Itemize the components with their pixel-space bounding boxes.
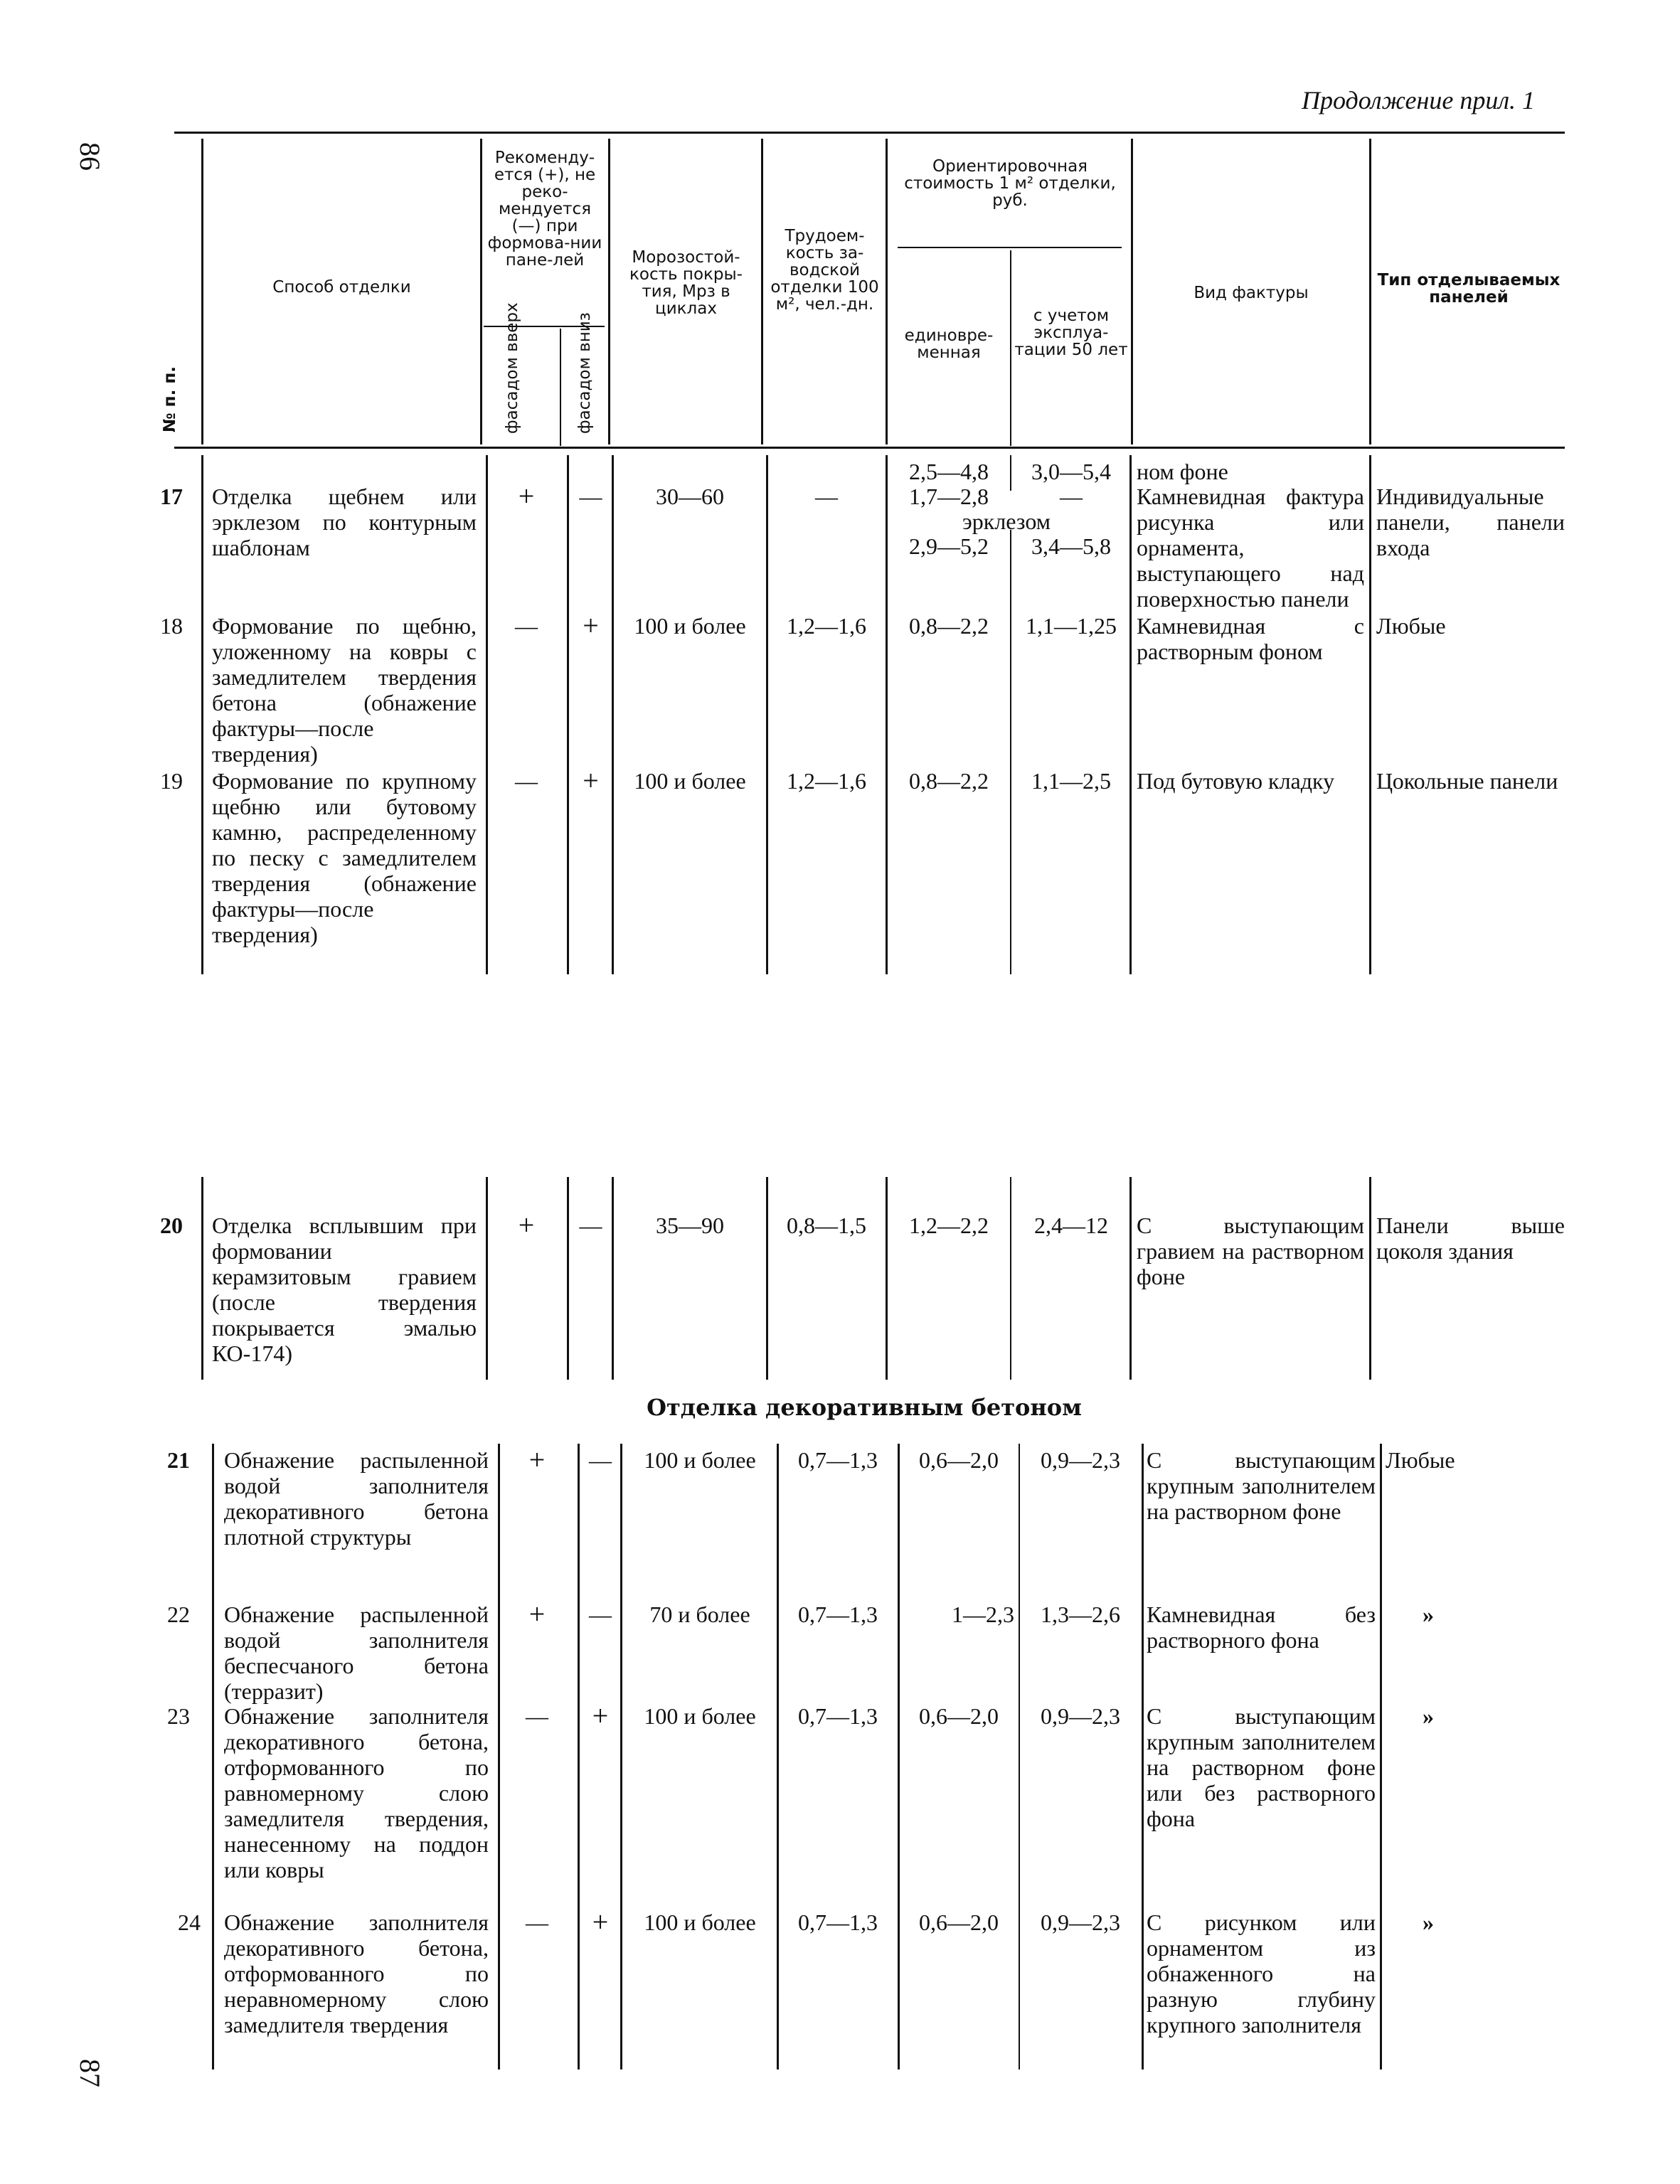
header-facade-up: фасадом вверх — [503, 302, 521, 434]
section-title: Отделка декоративным бетоном — [647, 1394, 1082, 1421]
header-num: № п. п. — [161, 366, 179, 432]
header-labor: Трудоем-кость за-водской отделки 100 м², чел.-дн. — [770, 227, 879, 314]
header-recommended: Рекоменду-ется (+), не реко-мендуется (—) при формова-нии пане-лей — [487, 149, 602, 270]
header-facade-down: фасадом вниз — [575, 312, 594, 434]
header-cost-50: с учетом эксплуа-тации 50 лет — [1014, 307, 1128, 359]
continuation-label: Продолжение прил. 1 — [1302, 86, 1536, 114]
header-cost-once: единовре-менная — [904, 326, 994, 362]
page-number-bottom: 87 — [74, 2059, 106, 2087]
header-cost: Ориентировочная стоимость 1 м² отделки, руб. — [904, 157, 1116, 210]
header-texture: Вид фактуры — [1193, 284, 1309, 302]
header-method: Способ отделки — [272, 278, 411, 297]
page-number-top: 86 — [74, 142, 106, 171]
header-panel-type: Тип отделываемых панелей — [1377, 271, 1561, 307]
header-frost: Морозостой-кость покры-тия, Мрз в циклах — [629, 248, 743, 318]
